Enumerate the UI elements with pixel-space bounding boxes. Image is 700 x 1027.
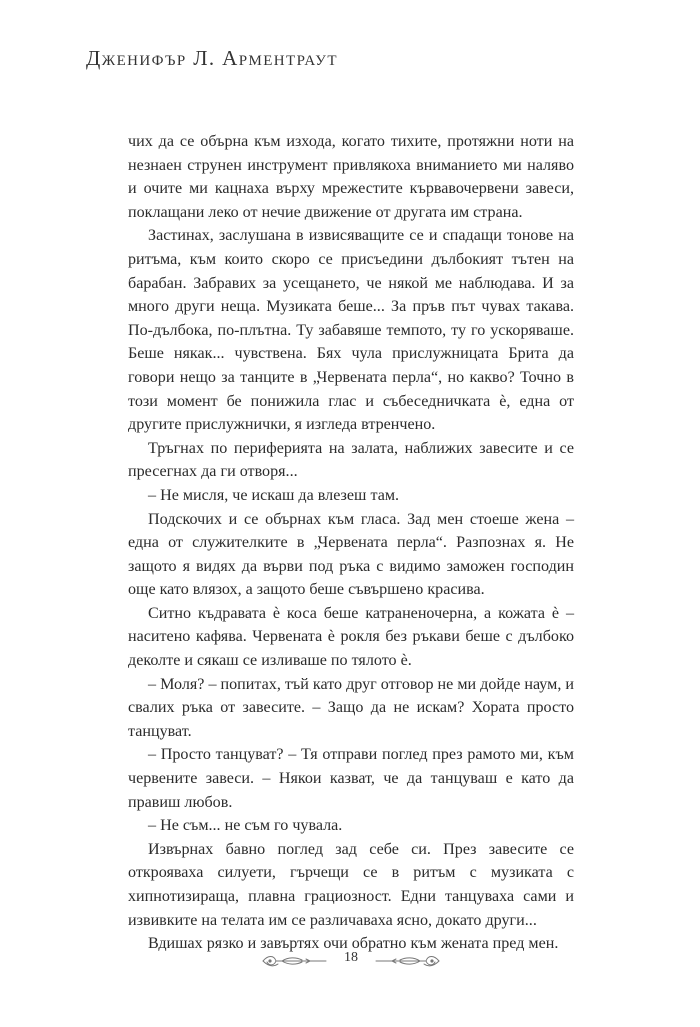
paragraph: Подскочих и се обърнах към гласа. Зад мен стоеше жена – една от служителките в „Червената перла“. Разпознах я. Не защото я видях да върви под ръка с видимо заможен господин още като влязох, а защото беше съвършено красива. [128,510,574,599]
paragraph: Ситно къдравата ѐ коса беше катраненочерна, а кожата ѐ – наситено кафява. Червената ѐ рокля без ръкави беше с дълбоко деколте и сякаш се изливаше по тялото ѐ. [128,604,574,670]
paragraph: Застинах, заслушана в извисяващите се и спадащи тонове на ритъма, към които скоро се присъедини дълбокият тътен на барабан. Забравих за усещането, че някой ме наблюдава. И за много други неща. Музиката беше... За пръв път чувах такава. По-дълбока, по-плътна. Ту забавяше темпото, ту го ускоряваше. Беше някак... чувствена. Бях чула прислужницата Брита да говори нещо за танците в „Червената перла“, но какво? Точно в този момент бе понижила глас и събеседничката ѐ, една от другите прислужнички, я изгледа втренчено. [128,227,574,434]
paragraph: чих да се обърна към изхода, когато тихите, протяжни ноти на незнаен струнен инструмент привлякоха вниманието ми наляво и очите ми кацнаха върху мрежестите кървавочервени завеси, поклащани леко от нечие движение от другата им страна. [128,133,574,221]
paragraph: – Просто танцуват? – Тя отправи поглед през рамото ми, към червените завеси. – Някои казват, че да танцуваш е като да правиш любов. [128,746,574,811]
right-ornament-icon [374,952,442,970]
running-header-author: Дженифър Л. Арментраут [86,46,338,70]
body-text [128,130,574,956]
paragraph: – Не съм... не съм го чувала. [148,817,343,835]
page-number: 18 [344,950,358,965]
paragraph: – Моля? – попитах, тъй като друг отговор не ми дойде наум, и свалих ръка от завесите. – Защо да не искам? Хората просто танцуват. [128,675,574,740]
paragraph: Вдишах рязко и завъртях очи обратно към жената пред мен. [148,935,559,953]
page-footer [262,946,440,976]
paragraph: Тръгнах по периферията на залата, наближих завесите и се пресегнах да ги отворя... [128,439,574,481]
paragraph: – Не мисля, че искаш да влезеш там. [148,486,400,504]
paragraph: Извърнах бавно поглед зад себе си. През завесите се открояваха силуети, гърчещи се в ритъм с музиката с хипнотизираща, плавна грациозност. Едни танцуваха сами и извивките на телата им се различаваха ясно, докато други... [128,840,574,929]
